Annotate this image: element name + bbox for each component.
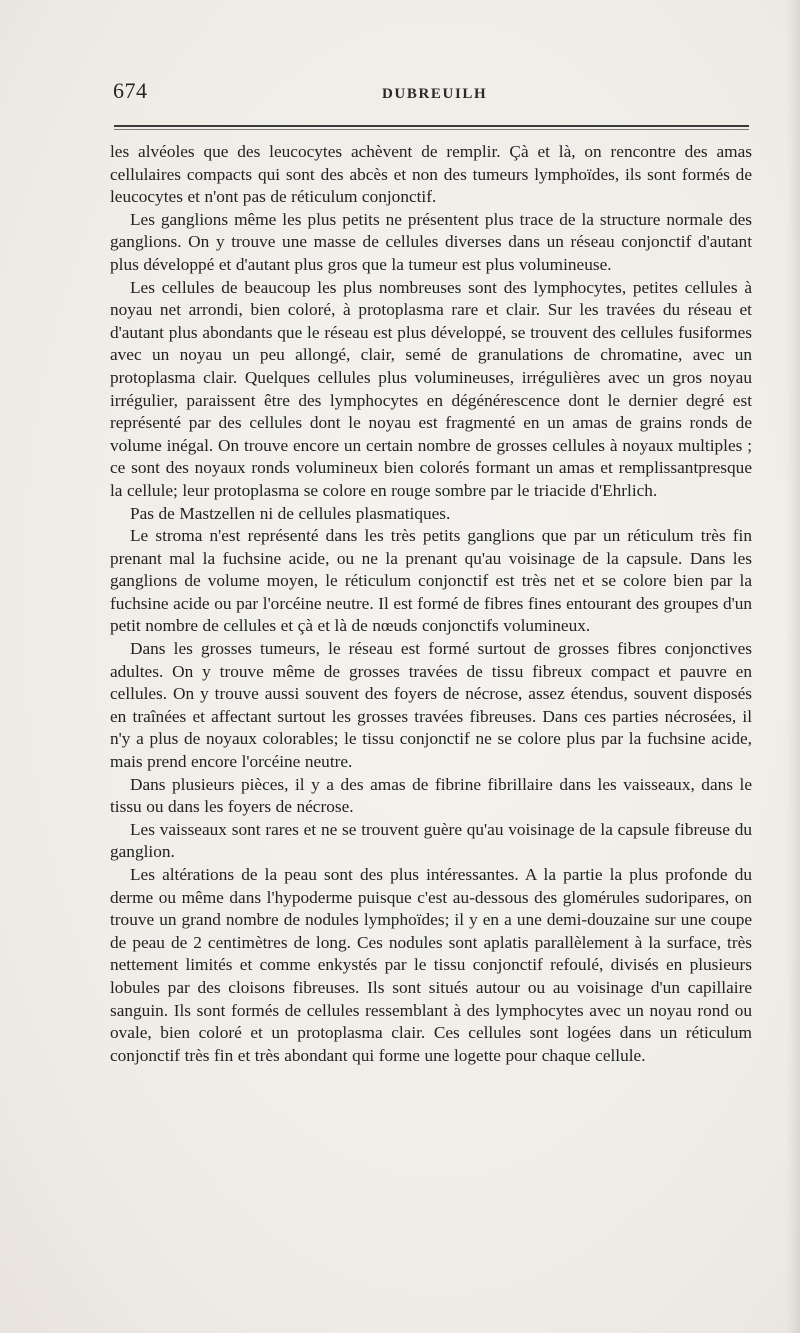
page-header (110, 78, 750, 108)
paragraph: Les vaisseaux sont rares et ne se trouvent guère qu'au voisinage de la capsule fibreuse du ganglion. (110, 819, 752, 862)
paragraph: Pas de Mastzellen ni de cellules plasmatiques. (130, 503, 451, 523)
paragraph: Dans les grosses tumeurs, le réseau est formé surtout de grosses fibres conjonctives adultes. On y trouve même de grosses travées de tissu fibreux compact et pauvre en cellules. On y trouve aussi souvent des foyers de nécrose, assez étendus, souvent disposés en traînées et affectant surtout les grosses travées fibreuses. Dans ces parties nécrosées, il n'y a plus de noyaux colorables; le tissu conjonctif ne se colore plus par la fuchsine acide, mais prend encore l'orcéine neutre. (110, 639, 752, 772)
paragraph: Les ganglions même les plus petits ne présentent plus trace de la structure normale des ganglions. On y trouve une masse de cellules diverses dans un réseau conjonctif d'autant plus développé et d'autant plus gros que la tumeur est plus volumineuse. (110, 209, 752, 274)
page-number: 674 (113, 78, 148, 103)
paragraph: Les cellules de beaucoup les plus nombreuses sont des lymphocytes, petites cellules à noyau net arrondi, bien coloré, à protoplasma rare et clair. Sur les travées du réseau et d'autant plus abondants que le réseau est plus développé, se trouvent des cellules fusiformes avec un noyau un peu allongé, clair, semé de granulations de chromatine, avec un protoplasma clair. Quelques cellules plus volumineuses, irrégulières avec un gros noyau irrégulier, paraissent être des lymphocytes en dégénérescence dont le dernier degré est représenté par des cellules dont le noyau est fragmenté en un amas de grains ronds de volume inégal. On trouve encore un certain nombre de grosses cellules à noyaux multiples ; ce sont des noyaux ronds volumineux bien colorés formant un amas et remplissantpresque la cellule; leur protoplasma se colore en rouge sombre par le triacide d'Ehrlich. (110, 277, 752, 500)
paragraph: Dans plusieurs pièces, il y a des amas de fibrine fibrillaire dans les vaisseaux, dans le tissu ou dans les foyers de nécrose. (110, 774, 752, 817)
running-head: DUBREUILH (382, 86, 488, 102)
paragraph-continued: les alvéoles que des leucocytes achèvent de remplir. Çà et là, on rencontre des amas cellulaires compacts qui sont des abcès et non des tumeurs lymphoïdes, ils sont formés de leucocytes et n'ont pas de réticulum conjonctif. (110, 142, 752, 207)
header-rule-thin (114, 129, 749, 130)
paragraph: Les altérations de la peau sont des plus intéressantes. A la partie la plus profonde du derme ou même dans l'hypoderme puisque c'est au-dessous des glomérules sudoripares, on trouve un grand nombre de nodules lymphoïdes; il y en a une demi-douzaine sur une coupe de peau de 2 centimètres de long. Ces nodules sont aplatis parallèlement à la surface, très nettement limités et comme enkystés par le tissu conjonctif refoulé, divisés en plusieurs lobules par des cloisons fibreuses. Ils sont situés autour ou au voisinage d'un capillaire sanguin. Ils sont formés de cellules ressemblant à des lymphocytes avec un noyau rond ou ovale, bien coloré et un protoplasma clair. Ces cellules sont logées dans un réticulum conjonctif très fin et très abondant qui forme une logette pour chaque cellule. (110, 865, 752, 1065)
header-rule (114, 125, 749, 127)
page-edge-shadow (786, 0, 800, 1333)
body-text (110, 141, 752, 1067)
paragraph: Le stroma n'est représenté dans les très petits ganglions que par un réticulum très fin prenant mal la fuchsine acide, ou ne la prenant qu'au voisinage de la capsule. Dans les ganglions de volume moyen, le réticulum conjonctif est très net et se colore bien par la fuchsine acide ou par l'orcéine neutre. Il est formé de fibres fines entourant des groupes d'un petit nombre de cellules et çà et là de nœuds conjonctifs volumineux. (110, 526, 752, 636)
